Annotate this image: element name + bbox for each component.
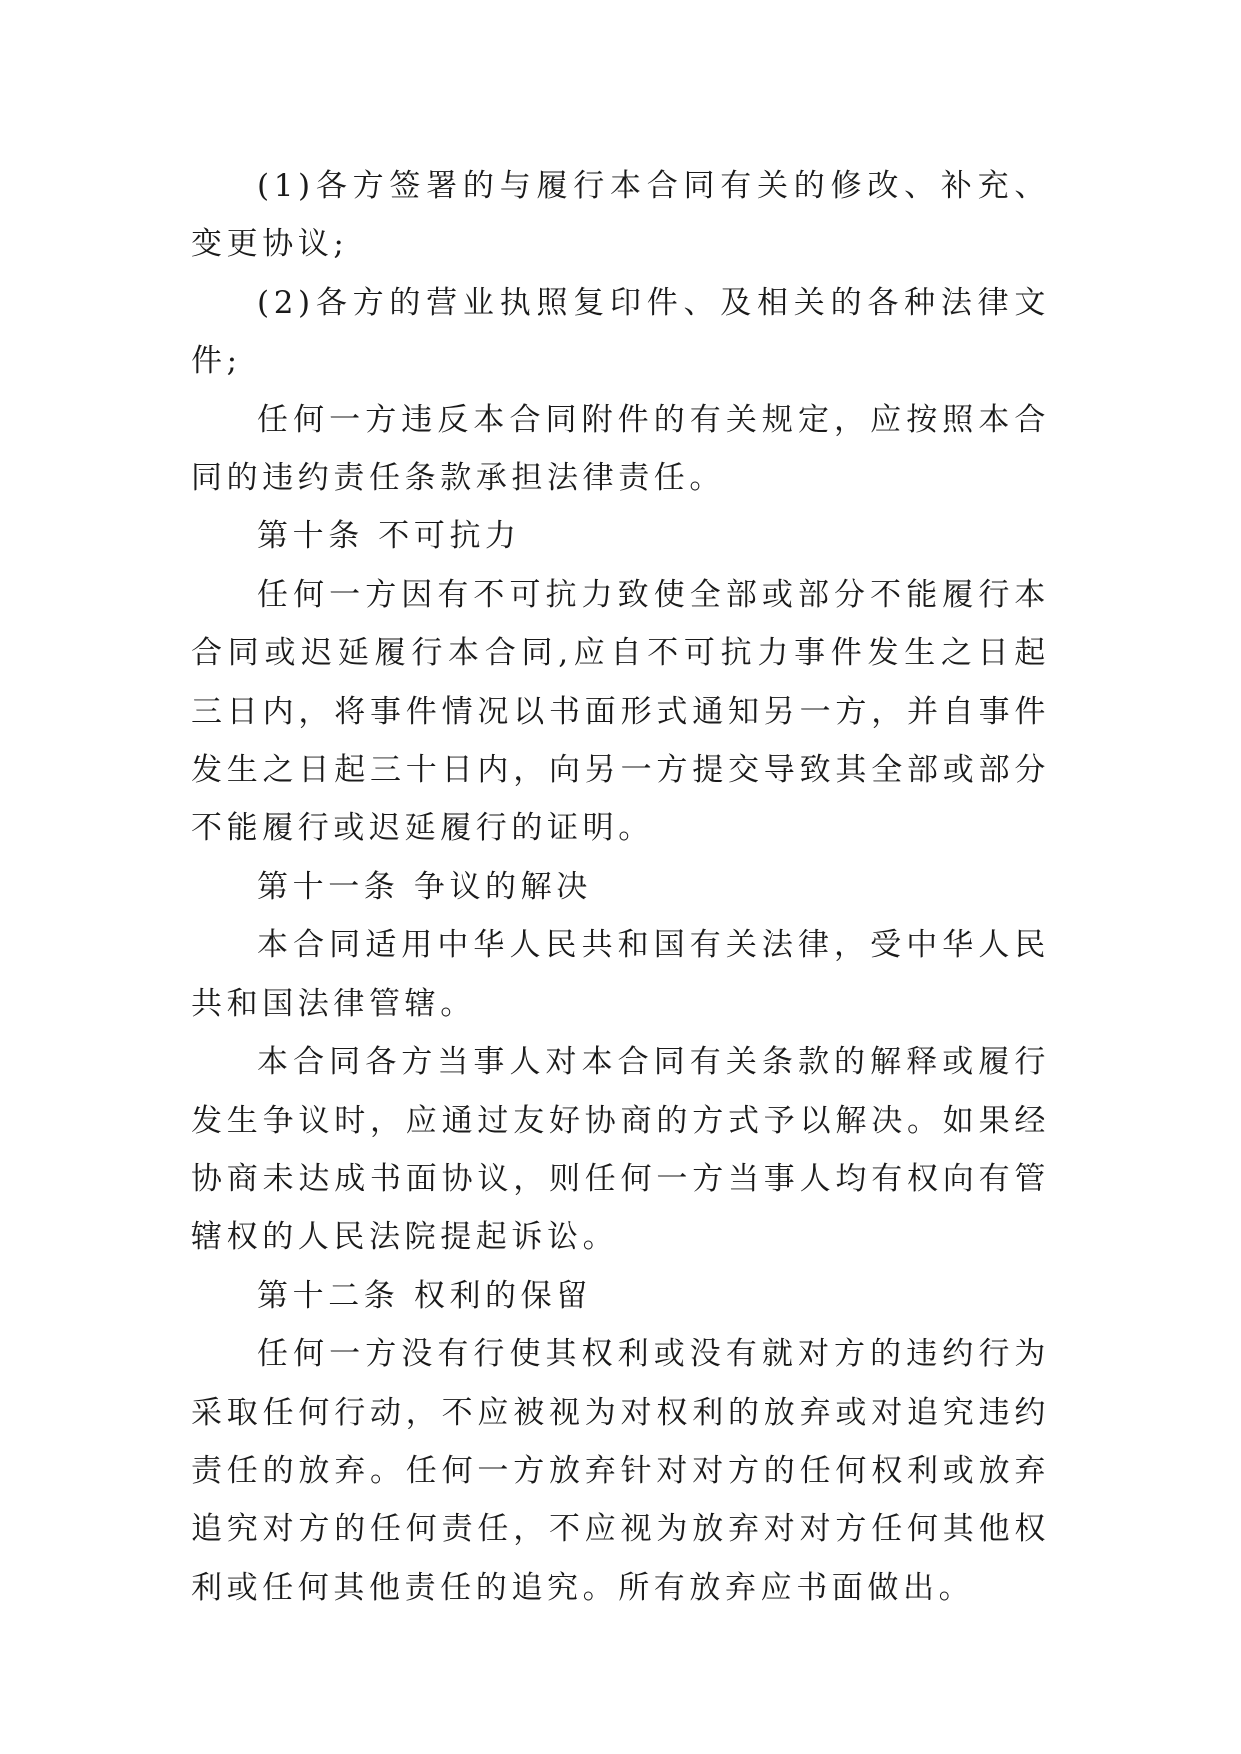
article-11-heading: 第十一条 争议的解决 (257, 868, 592, 905)
attachment-liability-paragraph: 任何一方违反本合同附件的有关规定，应按照本合同的违约责任条款承担法律责任。 (191, 401, 1050, 497)
force-majeure-paragraph: 任何一方因有不可抗力致使全部或部分不能履行本合同或迟延履行本合同,应自不可抗力事件发生之日起三日内，将事件情况以书面形式通知另一方，并自事件发生之日起三十日内，向另一方提交导致其全部或部分不能履行或迟延履行的证明。 (191, 576, 1050, 847)
clause-item-2: (2)各方的营业执照复印件、及相关的各种法律文件; (191, 284, 1050, 380)
clause-item-1: (1)各方签署的与履行本合同有关的修改、补充、变更协议; (191, 168, 1050, 263)
article-10-heading: 第十条 不可抗力 (257, 518, 521, 555)
article-12-heading: 第十二条 权利的保留 (257, 1277, 592, 1314)
dispute-resolution-paragraph: 本合同各方当事人对本合同有关条款的解释或履行发生争议时，应通过友好协商的方式予以解决。如果经协商未达成书面协议，则任何一方当事人均有权向有管辖权的人民法院提起诉讼。 (191, 1044, 1050, 1256)
reservation-of-rights-paragraph: 任何一方没有行使其权利或没有就对方的违约行为采取任何行动，不应被视为对权利的放弃或对追究违约责任的放弃。任何一方放弃针对对方的任何权利或放弃追究对方的任何责任，不应视为放弃对对方任何其他权利或任何其他责任的追究。所有放弃应书面做出。 (191, 1336, 1050, 1606)
governing-law-paragraph: 本合同适用中华人民共和国有关法律，受中华人民共和国法律管辖。 (191, 927, 1050, 1022)
document-body (191, 157, 1050, 1617)
